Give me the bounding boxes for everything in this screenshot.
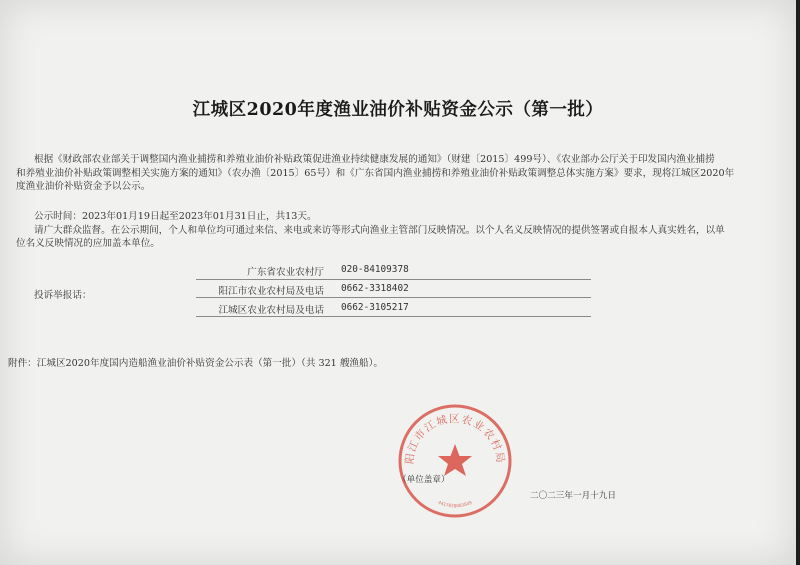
seal-text: 阳江市江城区农业农村局	[403, 413, 507, 465]
complaint-label: 投诉举报话：	[34, 290, 92, 301]
basis-line-3: 度渔业油价补贴资金予以公示。	[16, 181, 151, 192]
document-title: 江城区2020年度渔业油价补贴资金公示（第一批）	[192, 100, 604, 120]
notice-line-2: 位名义反映情况的应加盖本单位。	[16, 238, 160, 249]
table-rule	[196, 316, 591, 317]
contact-name-district: 江城区农业农村局及电话	[218, 305, 324, 316]
issue-date: 二〇二三年一月十九日	[530, 491, 616, 501]
contact-phone-district: 0662-3105217	[341, 302, 409, 313]
table-rule	[196, 279, 591, 280]
contact-name-city: 阳江市农业农村局及电话	[218, 286, 324, 297]
attachment-note: 附件：江城区2020年度国内造船渔业油价补贴资金公示表（第一批）（共 321 艘渔船）。	[8, 358, 384, 369]
basis-line-1: 根据《财政部农业部关于调整国内渔业捕捞和养殖业油价补贴政策促进渔业持续健康发展的通知》（财建〔2015〕499号）、《农业部办公厅关于印发国内渔业捕捞	[34, 154, 715, 165]
svg-text:4417020003849	[437, 500, 473, 510]
publicity-period: 公示时间：2023年01月19日起至2023年01月31日止，共13天。	[34, 211, 317, 222]
basis-line-2: 和养殖业油价补贴政策调整相关实施方案的通知》（农办渔〔2015〕65号）和《广东省国内渔业捕捞和养殖业油价补贴政策调整总体实施方案》要求，现将江城区2020年	[16, 168, 735, 179]
contact-phone-province: 020-84109378	[341, 264, 409, 275]
seal-caption: （单位盖章）	[398, 475, 450, 485]
notice-line-1: 请广大群众监督。在公示期间，个人和单位均可通过来信、来电或来访等形式向渔业主管部门反映情况。以个人名义反映情况的提供签署或自报本人真实姓名，以单	[34, 225, 725, 236]
official-seal-icon	[396, 402, 514, 520]
contact-name-province: 广东省农业农村厅	[247, 267, 324, 278]
table-rule	[196, 297, 591, 298]
seal-serial: 4417020003849	[436, 500, 474, 510]
contact-phone-city: 0662-3318402	[341, 283, 409, 294]
